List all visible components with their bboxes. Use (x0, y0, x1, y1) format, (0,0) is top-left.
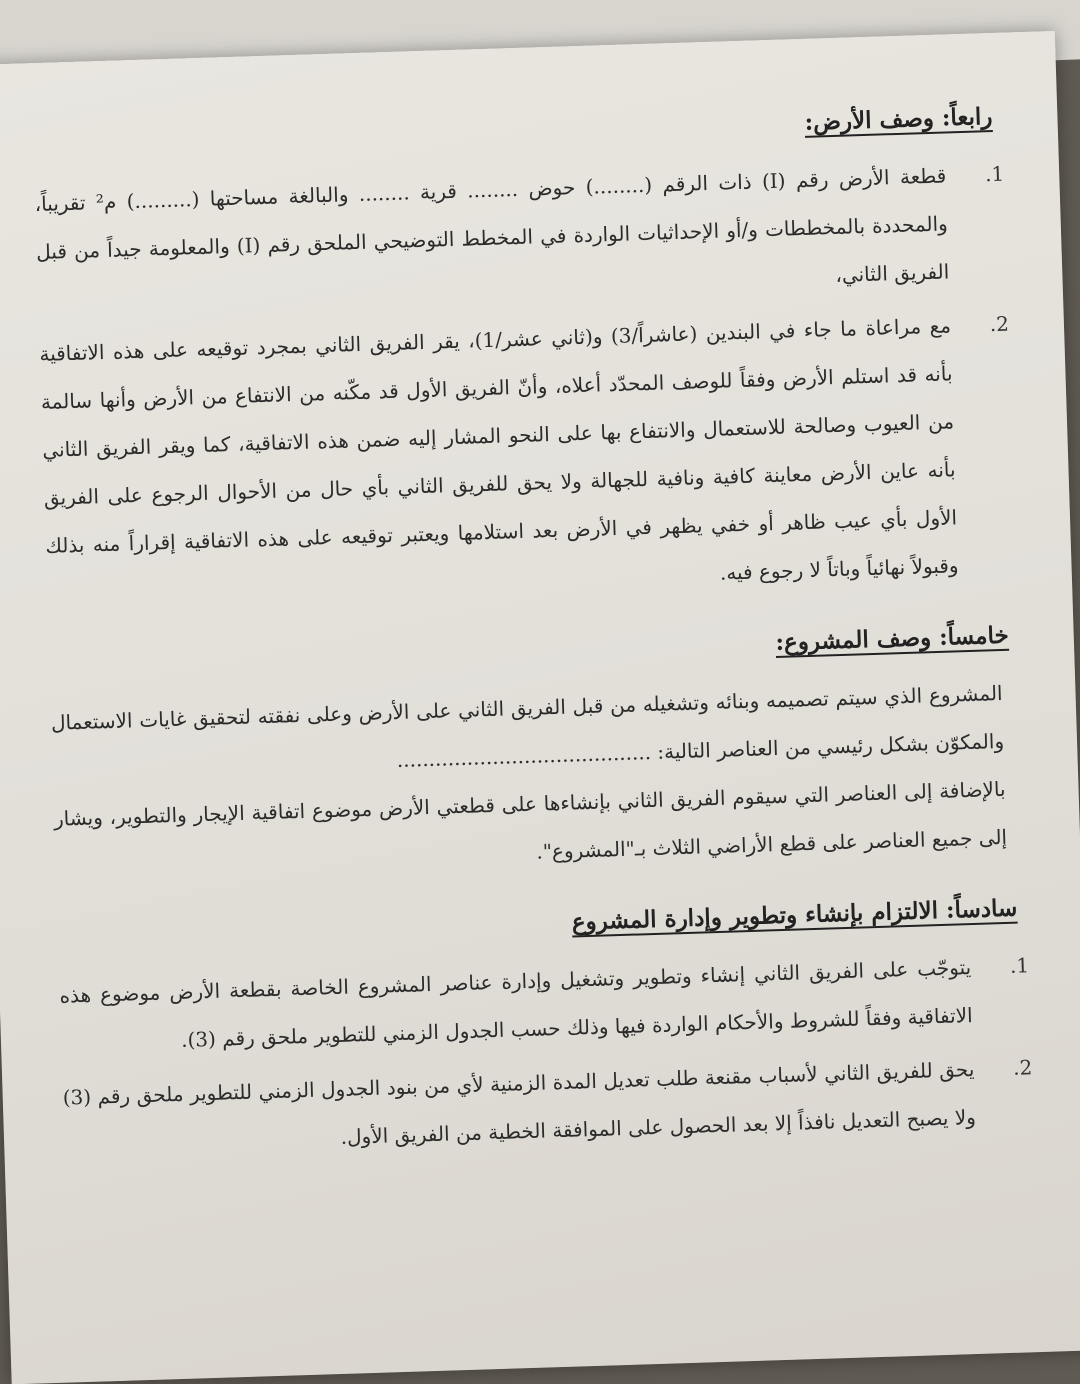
item-number: .1 (984, 161, 1005, 187)
section-heading: سادساً: الالتزام بإنشاء وتطوير وإدارة المشروع (571, 894, 1018, 936)
item-number: .2 (989, 311, 1010, 337)
section-land-description (32, 102, 1010, 618)
section-heading: رابعاً: وصف الأرض: (804, 102, 993, 136)
list-item (34, 150, 1005, 324)
section-project-obligation (57, 894, 1033, 1170)
section-heading: خامساً: وصف المشروع: (775, 621, 1010, 657)
item-number: .2 (1012, 1055, 1033, 1080)
paragraph: المشروع الذي سيتم تصميمه وبنائه وتشغيله من قبل الفريق الثاني على الأرض وعلى نفقته لتحقيق غايات الاستعمال والمكوّن بشكل رئيسي من العناصر التالية: ........................................ (50, 680, 1005, 772)
document-page (0, 31, 1080, 1384)
document-body (32, 102, 1033, 1204)
section-project-description (49, 622, 1016, 891)
list-item (39, 300, 1008, 618)
item-text: يتوجّب على الفريق الثاني إنشاء وتطوير وتشغيل وإدارة عناصر المشروع الخاصة بقطعة الأرض موضوع هذه الاتفاقية وفقاً للشروط والأحكام الواردة فيها وذلك حسب الجدول الزمني للتطوير ملحق رقم (3). (59, 955, 973, 1052)
item-text: يحق للفريق الثاني لأسباب مقنعة طلب تعديل المدة الزمنية لأي من بنود الجدول الزمني للتطوير ملحق رقم (3) ولا يصبح التعديل نافذاً إلا بعد الحصول على الموافقة الخطية من الفريق الأول. (62, 1057, 977, 1149)
item-text: مع مراعاة ما جاء في البندين (عاشراً/3) و(ثاني عشر/1)، يقر الفريق الثاني بمجرد توقيعه على هذه الاتفاقية بأنه قد استلم الأرض وفقاً للوصف المحدّد أعلاه، وأنّ الفريق الأول قد مكّنه من الانتفاع من الأرض وأنها سالمة من العيوب وصالحة للاستعمال والانتفاع بها على النحو المشار إليه ضمن هذه الاتفاقية، كما ويقر الفريق الثاني بأنه عاين الأرض معاينة كافية ونافية للجهالة ولا يحق للفريق الثاني بأي حال من الأحوال الرجوع على الفريق الأول بأي عيب ظاهر أو خفي يظهر في الأرض بعد استلامها ويعتبر توقيعه على هذه الاتفاقية إقراراً منه بذلك وقبولاً نهائياً وباتاً لا رجوع فيه. (39, 313, 959, 585)
item-number: .1 (1009, 953, 1030, 978)
paragraph: بالإضافة إلى العناصر التي سيقوم الفريق الثاني بإنشاءها على قطعتي الأرض موضوع اتفاقية الإيجار والتطوير، ويشار إلى جميع العناصر على قطع الأراضي الثلاث بـ"المشروع". (53, 776, 1008, 864)
item-text: قطعة الأرض رقم (I) ذات الرقم (........) حوض ........ قرية ........ والبالغة مساحتها (.........) م² تقريباً، والمحددة بالمخططات و/أو الإحداثيات الواردة في المخطط التوضيحي الملحق رقم (I) والمعلومة جيداً من قبل الفريق الثاني، (34, 163, 950, 287)
